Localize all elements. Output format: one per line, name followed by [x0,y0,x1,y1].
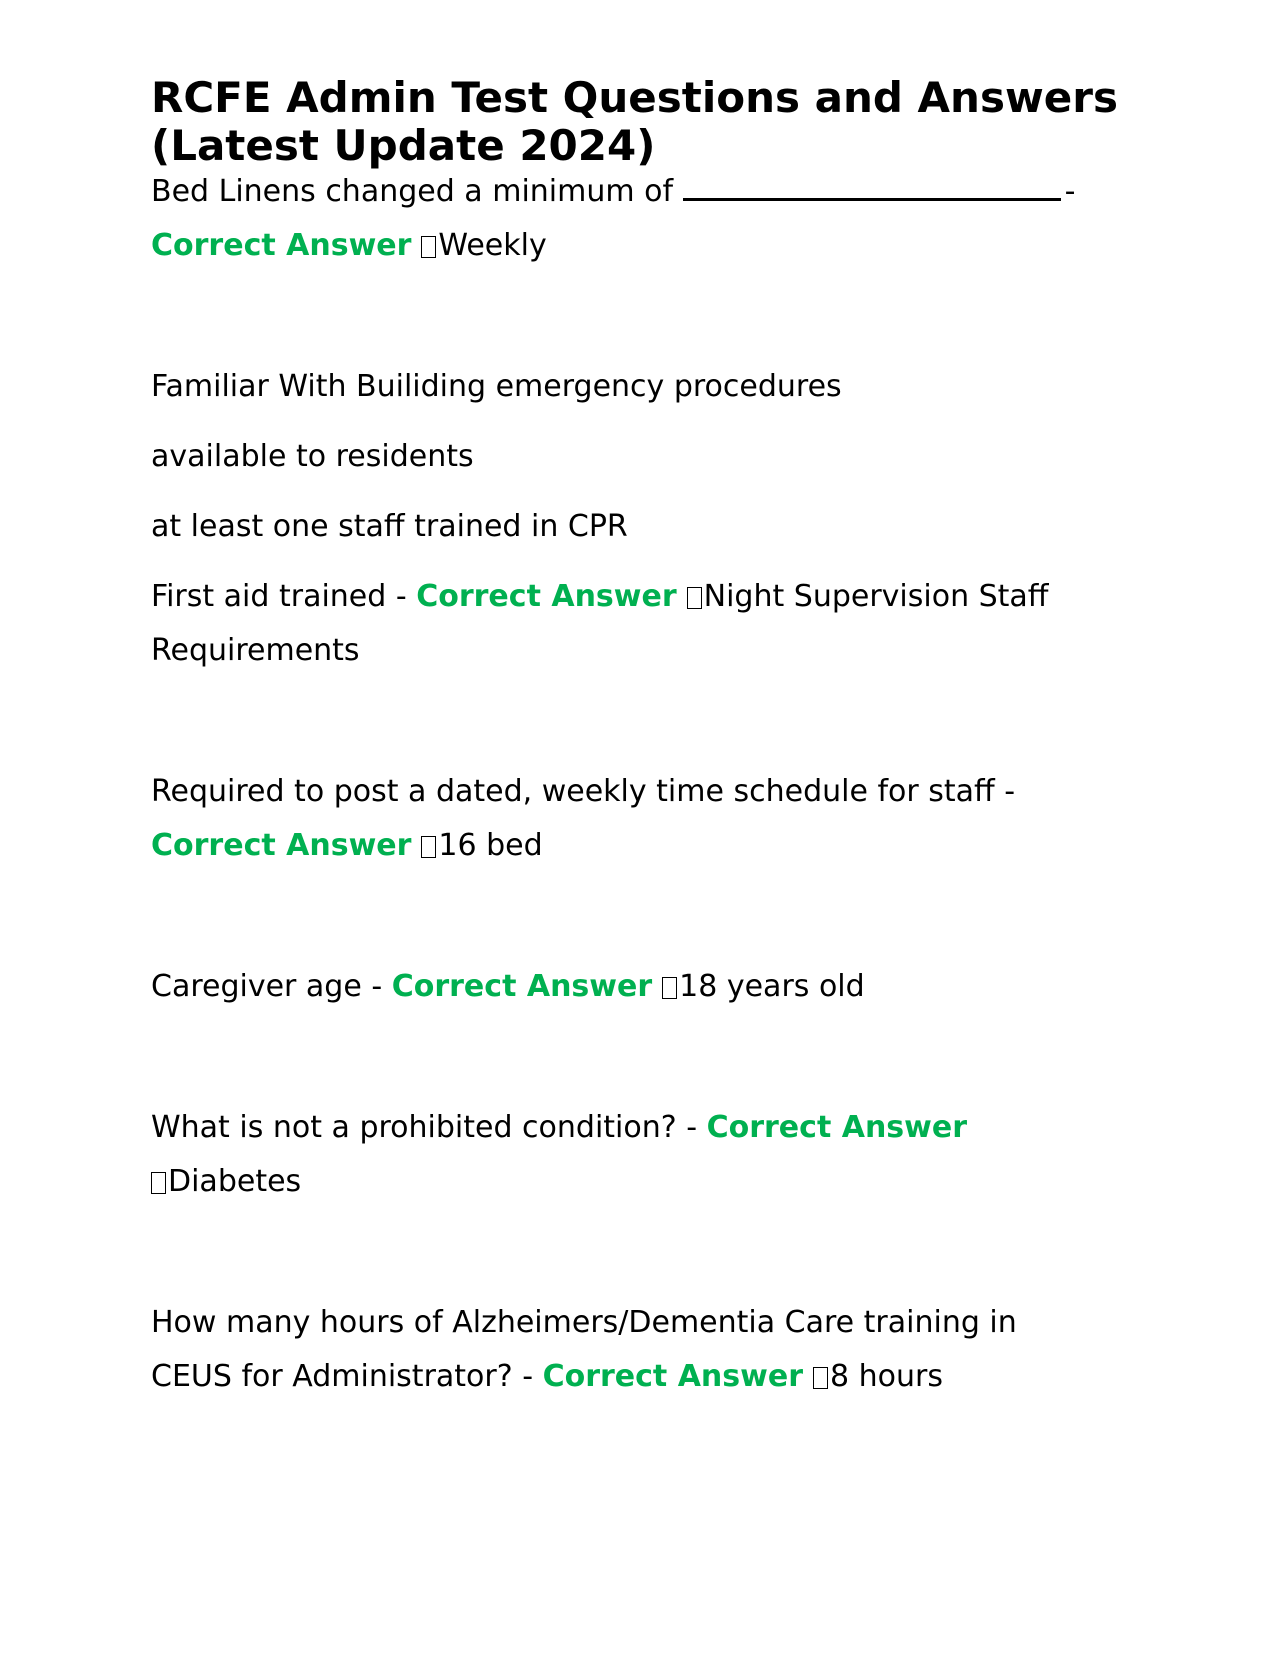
question-6-continued: CEUS for Administrator? - Correct Answer 8 hours [151,1359,943,1394]
dash-separator: - [1064,174,1076,209]
answer-3: Correct Answer 16 bed [151,828,543,863]
question-2: First aid trained - Correct Answer Night Supervision Staff [151,579,1049,614]
question-3: Required to post a dated, weekly time schedule for staff - [151,774,1016,809]
title-line-1: RCFE Admin Test Questions and Answers [151,73,1118,122]
correct-answer-label: Correct Answer [416,579,677,614]
fill-in-blank [683,172,1061,201]
page-title [151,74,1161,170]
checkbox-glyph-icon [421,236,436,258]
answer-5: Diabetes [151,1154,1151,1209]
question-5: What is not a prohibited condition? - Correct Answer [151,1110,968,1145]
checkbox-glyph-icon [687,587,702,609]
text-line: at least one staff trained in CPR [151,509,628,544]
checkbox-glyph-icon [151,1172,166,1194]
checkbox-glyph-icon [421,836,436,858]
checkbox-glyph-icon [662,977,677,999]
title-line-2: (Latest Update 2024) [151,121,656,170]
question-4: Caregiver age - Correct Answer 18 years old [151,969,865,1004]
correct-answer-label: Correct Answer [542,1359,803,1394]
correct-answer-label: Correct Answer [151,228,412,263]
text-line: Familiar With Builiding emergency procedures [151,369,842,404]
correct-answer-label: Correct Answer [706,1110,968,1145]
question-6: How many hours of Alzheimers/Dementia Care training in [151,1305,1017,1340]
answer-1: Correct Answer Weekly [151,228,547,263]
correct-answer-label: Correct Answer [151,828,412,863]
question-1: Bed Linens changed a minimum of - [151,174,1076,209]
answer-2-continued: Requirements [151,633,360,668]
checkbox-glyph-icon [813,1367,828,1389]
correct-answer-label: Correct Answer [391,969,653,1004]
text-line: available to residents [151,439,474,474]
